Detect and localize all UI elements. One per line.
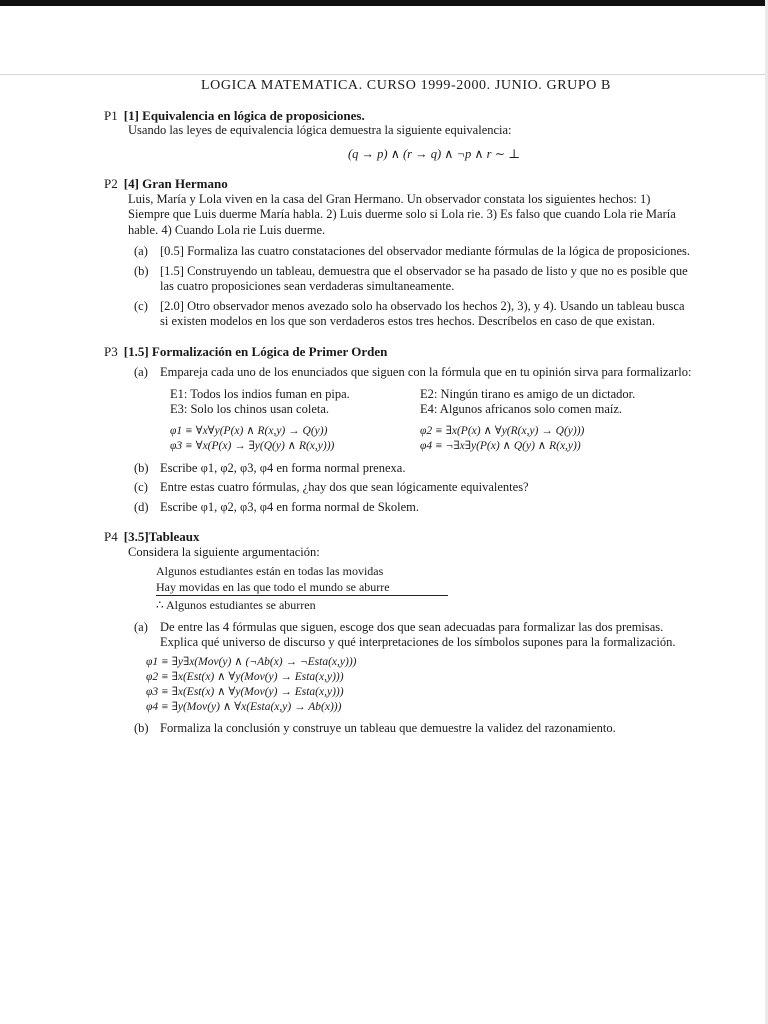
problem-4-items [134, 620, 694, 651]
list-item [134, 620, 694, 651]
problem-4 [104, 529, 694, 736]
formula-phi2: φ2 ≡ ∃x(Est(x) ∧ ∀y(Mov(y) → Esta(x,y))) [146, 670, 344, 683]
scan-line [0, 74, 768, 75]
formulas-grid [170, 424, 694, 455]
item-text: Escribe φ1, φ2, φ3, φ4 en forma normal prenexa. [160, 460, 406, 475]
problem-4-items-b [134, 721, 694, 737]
problem-4-title: [3.5]Tableaux [123, 529, 200, 544]
item-label: (a) [134, 619, 148, 634]
premise-2: Hay movidas en las que todo el mundo se aburre [156, 580, 448, 597]
page-title: LOGICA MATEMATICA. CURSO 1999-2000. JUNIO. GRUPO B [201, 78, 611, 93]
problem-3-intro [134, 365, 694, 381]
list-item [134, 480, 694, 496]
item-text: Entre estas cuatro fórmulas, ¿hay dos que sean lógicamente equivalentes? [160, 480, 529, 494]
problem-2-text: Luis, María y Lola viven en la casa del Gran Hermano. Un observador constata los siguientes hechos: 1) Siempre que Luis duerme María habla. 2) Luis duerme solo si Lola rie. 3) Es falso que cuando Lola rie María hable. 4) Cuando Lola rie Luis duerme. [128, 191, 676, 237]
problem-3-title: [1.5] Formalización en Lógica de Primer Orden [123, 343, 388, 359]
item-text: Formaliza la conclusión y construye un tableau que demuestre la validez del razonamiento. [160, 720, 616, 735]
problem-1-title: [1] Equivalencia en lógica de proposiciones. [123, 107, 365, 123]
problem-1-formula: (q → p) ∧ (r → q) ∧ ¬p ∧ r ∼ ⊥ [348, 146, 520, 161]
exam-page [104, 78, 694, 740]
problem-1-number: P1 [104, 107, 118, 123]
premise-1: Algunos estudiantes están en todas las movidas [156, 564, 384, 578]
list-item [134, 365, 694, 381]
problem-4-heading [104, 529, 694, 545]
formula-phi3: φ3 ≡ ∀x(P(x) → ∃y(Q(y) ∧ R(x,y))) [170, 440, 335, 452]
statement-e4: E4: Algunos africanos solo comen maíz. [420, 402, 623, 416]
problem-2-title: [4] Gran Hermano [123, 176, 228, 191]
item-label: (b) [134, 720, 149, 735]
problem-2-number: P2 [104, 176, 118, 191]
item-text: [1.5] Construyendo un tableau, demuestra que el observador se ha pasado de listo y que no es posible que las cuatro proposiciones sean verdaderas simultaneamente. [160, 263, 688, 293]
problem-3 [104, 344, 694, 516]
problem-1-text: Usando las leyes de equivalencia lógica demuestra la siguiente equivalencia: [128, 123, 512, 137]
statement-e3: E3: Solo los chinos usan coleta. [170, 402, 330, 416]
list-item [134, 264, 694, 295]
argument-block [156, 564, 694, 614]
problem-4-number: P4 [104, 529, 118, 544]
problem-1-heading [104, 108, 694, 124]
item-label: (a) [134, 365, 148, 379]
formula-phi1: φ1 ≡ ∃y∃x(Mov(y) ∧ (¬Ab(x) → ¬Esta(x,y))) [146, 655, 357, 668]
scan-top-border [0, 0, 768, 6]
formula-phi4: φ4 ≡ ¬∃x∃y(P(x) ∧ Q(y) ∧ R(x,y)) [420, 440, 581, 452]
formula-phi2: φ2 ≡ ∃x(P(x) ∧ ∀y(R(x,y) → Q(y))) [420, 424, 585, 437]
formula-phi4: φ4 ≡ ∃y(Mov(y) ∧ ∀x(Esta(x,y) → Ab(x))) [146, 700, 342, 713]
item-text: De entre las 4 fórmulas que siguen, escoge dos que sean adecuadas para formalizar las dos premisas. Explica qué universo de discurso y qué interpretaciones de los símbolos supones para la formalización. [160, 619, 676, 649]
list-item [134, 500, 694, 516]
item-label: (c) [134, 298, 148, 313]
statement-e2: E2: Ningún tirano es amigo de un dictador. [420, 386, 636, 401]
item-text: Empareja cada uno de los enunciados que siguen con la fórmula que en tu opinión sirva para formalizarlo: [160, 365, 692, 379]
item-label: (b) [134, 263, 149, 278]
problem-2-heading [104, 176, 694, 192]
list-item [134, 244, 694, 260]
problem-3-heading [104, 344, 694, 360]
conclusion: ∴ Algunos estudiantes se aburren [156, 598, 316, 612]
formula-list [146, 655, 694, 715]
item-label: (a) [134, 244, 148, 258]
problem-3-items [134, 461, 694, 516]
problem-4-intro: Considera la siguiente argumentación: [128, 544, 320, 559]
problem-1 [104, 108, 694, 163]
list-item [134, 299, 694, 330]
list-item [134, 461, 694, 477]
item-text: Escribe φ1, φ2, φ3, φ4 en forma normal de Skolem. [160, 499, 420, 514]
item-text: [0.5] Formaliza las cuatro constataciones del observador mediante fórmulas de la lógica de proposiciones. [160, 244, 691, 258]
statement-e1: E1: Todos los indios fuman en pipa. [170, 386, 350, 401]
item-label: (d) [134, 499, 149, 514]
problem-3-number: P3 [104, 343, 118, 359]
problem-2 [104, 176, 694, 330]
problem-2-items [134, 244, 694, 330]
list-item [134, 721, 694, 737]
item-label: (b) [134, 460, 149, 475]
formula-phi1: φ1 ≡ ∀x∀y(P(x) ∧ R(x,y) → Q(y)) [170, 424, 328, 437]
formula-phi3: φ3 ≡ ∃x(Est(x) ∧ ∀y(Mov(y) → Esta(x,y))) [146, 685, 344, 698]
statements-grid [170, 387, 694, 418]
item-label: (c) [134, 480, 148, 494]
item-text: [2.0] Otro observador menos avezado solo ha observado los hechos 2), 3), y 4). Usando un tableau busca si existen modelos en los que son verdaderos estos tres hechos. Descríbelos en caso de que existan. [160, 298, 685, 328]
